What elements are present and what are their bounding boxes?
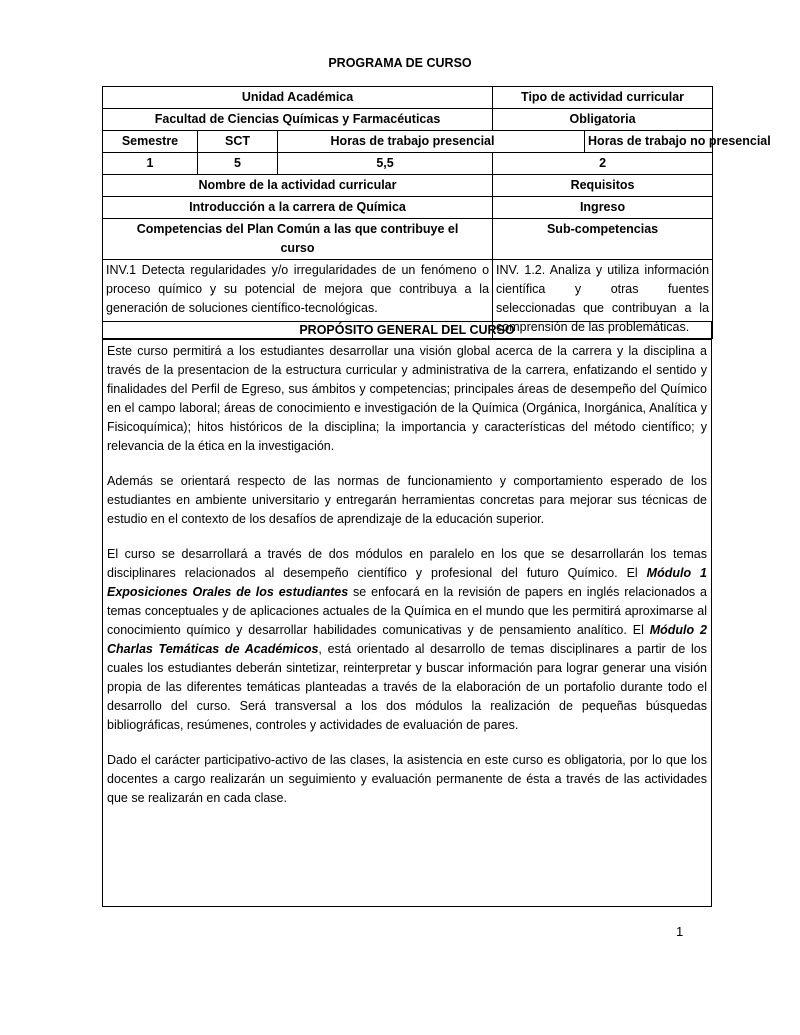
header-sct: SCT <box>198 131 278 153</box>
header-tipo: Tipo de actividad curricular <box>493 87 713 109</box>
value-competencia: INV.1 Detecta regularidades y/o irregularidades de un fenómeno o proceso químico y su potencial de mejora que contribuya a la generación de soluciones científico-tecnológicas. <box>103 260 493 339</box>
purpose-content <box>103 340 712 907</box>
purpose-p3-part-c: , está orientado al desarrollo de temas disciplinares a partir de los cuales los estudiantes deberán sintetizar, reinterpretar y buscar información para lograr generar una visión propia de las diferentes temáticas planteadas a través de la elaboración de un portafolio durante todo el desarrollo del curso. Será transversal a los dos módulos la realización de pequeñas búsquedas bibliográficas, resúmenes, controles y actividades de evaluación de pares. <box>107 642 707 732</box>
value-requisitos: Ingreso <box>493 197 713 219</box>
header-unidad: Unidad Académica <box>103 87 493 109</box>
header-horas-presencial: Horas de trabajo presencial <box>278 131 585 153</box>
purpose-p3-part-b: se enfocará en la revisión de papers en inglés relacionados a temas conceptuales y de aplicaciones actuales de la Química en el mundo que les permitirá aproximarse al conocimiento químico y desarrollar habilidades comunicativas y de pensamiento analítico. El <box>107 585 707 637</box>
header-nombre: Nombre de la actividad curricular <box>103 175 493 197</box>
purpose-p3-part-a: El curso se desarrollará a través de dos módulos en paralelo en los que se desarrollarán los temas disciplinares relacionados al desempeño científico y profesional del futuro Químico. El <box>107 547 707 580</box>
value-subcompetencia: INV. 1.2. Analiza y utiliza información científica y otras fuentes seleccionadas que contribuyan a la comprensión de las problemáticas. <box>493 260 713 339</box>
value-unidad: Facultad de Ciencias Químicas y Farmacéuticas <box>103 109 493 131</box>
header-competencias: Competencias del Plan Común a las que contribuye el curso <box>103 219 493 260</box>
purpose-paragraph-4: Dado el carácter participativo-activo de las clases, la asistencia en este curso es obligatoria, por lo que los docentes a cargo realizarán un seguimiento y evaluación permanente de ésta a través de las actividades que se realizarán en cada clase. <box>107 753 707 805</box>
header-semestre: Semestre <box>103 131 198 153</box>
purpose-paragraph-3 <box>107 545 707 735</box>
value-horas-presencial: 5,5 <box>278 153 493 175</box>
header-horas-no-presencial: Horas de trabajo no presencial <box>585 131 713 153</box>
purpose-paragraph-1: Este curso permitirá a los estudiantes desarrollar una visión global acerca de la carrera y la disciplina a través de la presentacion de la estructura curricular y administrativa de la carrera, enfatizando el sentido y finalidades del Perfil de Egreso, sus ámbitos y competencias; principales áreas de desempeño del Químico en el campo laboral; áreas de conocimiento e investigación de la Química (Orgánica, Inorgánica, Analítica y Fisicoquímica); hitos históricos de la disciplina; la importancia y características del método científico; y relevancia de la ética en la investigación. <box>107 344 707 453</box>
value-sct: 5 <box>198 153 278 175</box>
header-proposito: PROPÓSITO GENERAL DEL CURSO <box>103 322 712 340</box>
module-2-name: Módulo 2 Charlas Temáticas de Académicos <box>107 623 707 656</box>
purpose-paragraph-2: Además se orientará respecto de las normas de funcionamiento y comportamiento esperado de los estudiantes en ambiente universitario y entregarán herramientas concretas para mejorar sus técnicas de estudio en el contexto de los desafíos de aprendizaje de la educación superior. <box>107 474 707 526</box>
value-semestre: 1 <box>103 153 198 175</box>
header-requisitos: Requisitos <box>493 175 713 197</box>
value-nombre: Introducción a la carrera de Química <box>103 197 493 219</box>
value-tipo: Obligatoria <box>493 109 713 131</box>
purpose-table <box>102 321 712 907</box>
value-horas-no-presencial: 2 <box>493 153 713 175</box>
document-title: PROGRAMA DE CURSO <box>328 56 472 70</box>
course-info-table <box>102 86 771 339</box>
page-number: 1 <box>676 924 684 939</box>
module-1-name: Módulo 1 Exposiciones Orales de los estudiantes <box>107 566 708 599</box>
header-subcompetencias: Sub-competencias <box>493 219 713 260</box>
